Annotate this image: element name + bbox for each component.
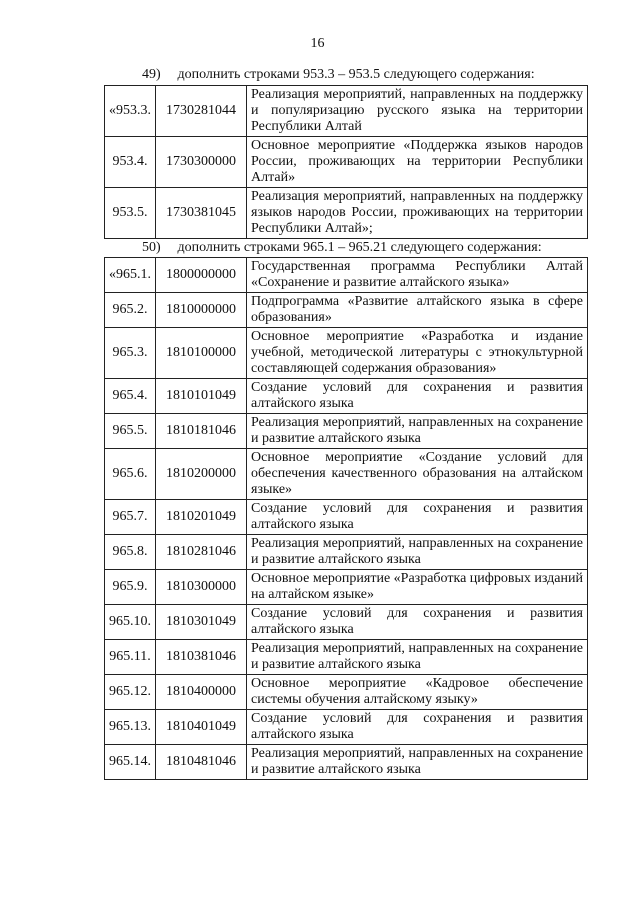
table-row [105, 86, 588, 137]
table-row [105, 745, 588, 780]
row-name: Реализация мероприятий, направленных на поддержку языков народов России, проживающих на территории Республики Алтай»; [247, 188, 588, 239]
row-code: 1730281044 [156, 86, 247, 137]
row-code: 1730300000 [156, 137, 247, 188]
table-row [105, 535, 588, 570]
row-number: 965.14. [105, 745, 156, 780]
table-row [105, 137, 588, 188]
row-code: 1810000000 [156, 293, 247, 328]
row-name: Реализация мероприятий, направленных на сохранение и развитие алтайского языка [247, 640, 588, 675]
table-row [105, 605, 588, 640]
table-row [105, 258, 588, 293]
row-name: Основное мероприятие «Кадровое обеспечение системы обучения алтайскому языку» [247, 675, 588, 710]
row-number: «953.3. [105, 86, 156, 137]
row-code: 1810181046 [156, 414, 247, 449]
row-code: 1810201049 [156, 500, 247, 535]
row-code: 1810100000 [156, 328, 247, 379]
row-code: 1810381046 [156, 640, 247, 675]
row-number: 965.11. [105, 640, 156, 675]
row-name: Основное мероприятие «Разработка и издание учебной, методической литературы с этнокультурной составляющей содержания образования» [247, 328, 588, 379]
table-row [105, 188, 588, 239]
row-number: 953.5. [105, 188, 156, 239]
row-code: 1800000000 [156, 258, 247, 293]
row-code: 1810301049 [156, 605, 247, 640]
table-row [105, 640, 588, 675]
row-number: 965.3. [105, 328, 156, 379]
row-number: 965.13. [105, 710, 156, 745]
row-number: 965.10. [105, 605, 156, 640]
row-number: «965.1. [105, 258, 156, 293]
row-number: 965.9. [105, 570, 156, 605]
row-name: Создание условий для сохранения и развития алтайского языка [247, 500, 588, 535]
table-row [105, 379, 588, 414]
row-number: 953.4. [105, 137, 156, 188]
row-number: 965.4. [105, 379, 156, 414]
row-code: 1810300000 [156, 570, 247, 605]
row-name: Создание условий для сохранения и развития алтайского языка [247, 605, 588, 640]
row-number: 965.8. [105, 535, 156, 570]
row-name: Реализация мероприятий, направленных на сохранение и развитие алтайского языка [247, 535, 588, 570]
row-code: 1810281046 [156, 535, 247, 570]
table-row [105, 414, 588, 449]
row-number: 965.12. [105, 675, 156, 710]
table-row [105, 293, 588, 328]
row-number: 965.5. [105, 414, 156, 449]
row-name: Реализация мероприятий, направленных на сохранение и развитие алтайского языка [247, 414, 588, 449]
row-code: 1810200000 [156, 449, 247, 500]
page-number: 16 [310, 36, 325, 51]
row-code: 1810481046 [156, 745, 247, 780]
row-name: Основное мероприятие «Разработка цифровых изданий на алтайском языке» [247, 570, 588, 605]
table-row [105, 710, 588, 745]
row-name: Основное мероприятие «Создание условий для обеспечения качественного образования на алтайском языке» [247, 449, 588, 500]
intro-item-50 [142, 240, 542, 256]
item-text: дополнить строками 965.1 – 965.21 следующего содержания: [177, 240, 542, 255]
row-name: Создание условий для сохранения и развития алтайского языка [247, 710, 588, 745]
row-name: Основное мероприятие «Поддержка языков народов России, проживающих на территории Республики Алтай» [247, 137, 588, 188]
row-name: Реализация мероприятий, направленных на сохранение и развитие алтайского языка [247, 745, 588, 780]
intro-item-49 [142, 67, 535, 83]
row-number: 965.6. [105, 449, 156, 500]
row-name: Государственная программа Республики Алтай «Сохранение и развитие алтайского языка» [247, 258, 588, 293]
table-953 [104, 85, 588, 239]
row-number: 965.2. [105, 293, 156, 328]
item-text: дополнить строками 953.3 – 953.5 следующего содержания: [177, 67, 535, 82]
table-row [105, 449, 588, 500]
row-code: 1730381045 [156, 188, 247, 239]
item-number: 49) [142, 67, 161, 82]
table-row [105, 570, 588, 605]
row-name: Создание условий для сохранения и развития алтайского языка [247, 379, 588, 414]
row-code: 1810401049 [156, 710, 247, 745]
table-row [105, 500, 588, 535]
item-number: 50) [142, 240, 161, 255]
table-965 [104, 257, 588, 780]
row-name: Подпрограмма «Развитие алтайского языка в сфере образования» [247, 293, 588, 328]
table-row [105, 675, 588, 710]
row-name: Реализация мероприятий, направленных на поддержку и популяризацию русского языка на территории Республики Алтай [247, 86, 588, 137]
row-number: 965.7. [105, 500, 156, 535]
row-code: 1810400000 [156, 675, 247, 710]
table-row [105, 328, 588, 379]
row-code: 1810101049 [156, 379, 247, 414]
